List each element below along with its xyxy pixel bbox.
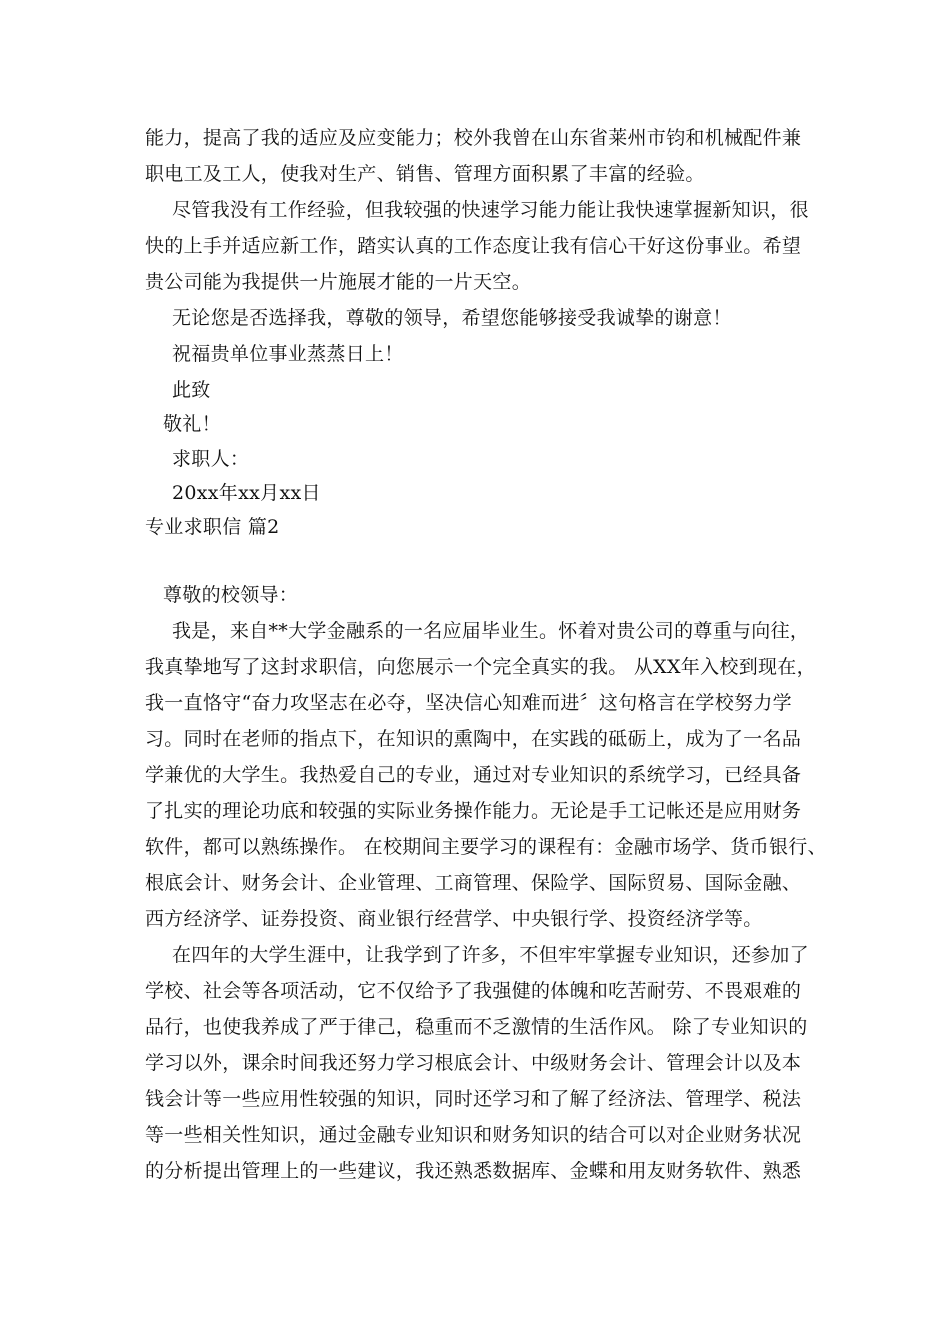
salutation: 尊敬的校领导： [163,584,299,606]
paragraph-line: 尽管我没有工作经验，但我较强的快速学习能力能让我快速掌握新知识，很 [172,199,809,221]
paragraph-line: 学校、社会等各项活动，它不仅给予了我强健的体魄和吃苦耐劳、不畏艰难的 [145,980,802,1002]
paragraph-line: 快的上手并适应新工作，踏实认真的工作态度让我有信心干好这份事业。希望 [145,235,802,257]
paragraph-line: 我是，来自**大学金融系的一名应届毕业生。怀着对贵公司的尊重与向往， [172,620,810,642]
paragraph-line: 学习以外，课余时间我还努力学习根底会计、中级财务会计、管理会计以及本 [145,1052,802,1074]
paragraph-line: 职电工及工人，使我对生产、销售、管理方面积累了丰富的经验。 [145,163,705,185]
paragraph-line: 我一直恪守“奋力攻坚志在必夺，坚决信心知难而进〞这句格言在学校努力学 [145,692,792,714]
paragraph-line: 习。同时在老师的指点下，在知识的熏陶中，在实践的砥砺上，成为了一名品 [145,728,802,750]
signature-date: 20xx年xx月xx日 [172,482,321,504]
paragraph-line: 西方经济学、证券投资、商业银行经营学、中央银行学、投资经济学等。 [145,908,763,930]
closing-cizhi: 此致 [172,379,211,401]
paragraph-line: 在四年的大学生涯中，让我学到了许多，不但牢牢掌握专业知识，还参加了 [172,944,809,966]
section-title: 专业求职信 篇2 [145,516,280,538]
paragraph-line: 根底会计、财务会计、企业管理、工商管理、保险学、国际贸易、国际金融、 [145,872,802,894]
paragraph-line: 品行，也使我养成了严于律己，稳重而不乏激情的生活作风。 除了专业知识的 [145,1016,808,1038]
closing-wish: 祝福贵单位事业蒸蒸日上！ [172,343,404,365]
paragraph-line: 能力，提高了我的适应及应变能力；校外我曾在山东省莱州市钧和机械配件兼 [145,127,802,149]
paragraph-line: 我真挚地写了这封求职信，向您展示一个完全真实的我。 从XX年入校到现在， [145,656,816,678]
paragraph-line: 学兼优的大学生。我热爱自己的专业，通过对专业知识的系统学习，已经具备 [145,764,802,786]
paragraph-line: 钱会计等一些应用性较强的知识，同时还学习和了解了经济法、管理学、税法 [145,1088,802,1110]
paragraph-line: 的分析提出管理上的一些建议，我还熟悉数据库、金蝶和用友财务软件、熟悉 [145,1160,802,1182]
paragraph-line: 贵公司能为我提供一片施展才能的一片天空。 [145,271,532,293]
paragraph-line: 了扎实的理论功底和较强的实际业务操作能力。无论是手工记帐还是应用财务 [145,800,802,822]
paragraph-line: 软件，都可以熟练操作。 在校期间主要学习的课程有：金融市场学、货币银行、 [145,836,827,858]
paragraph-line: 等一些相关性知识，通过金融专业知识和财务知识的结合可以对企业财务状况 [145,1124,802,1146]
closing-jingli: 敬礼！ [163,413,221,435]
signature-label: 求职人： [172,448,250,470]
closing-line: 无论您是否选择我，尊敬的领导，希望您能够接受我诚挚的谢意！ [172,307,732,329]
